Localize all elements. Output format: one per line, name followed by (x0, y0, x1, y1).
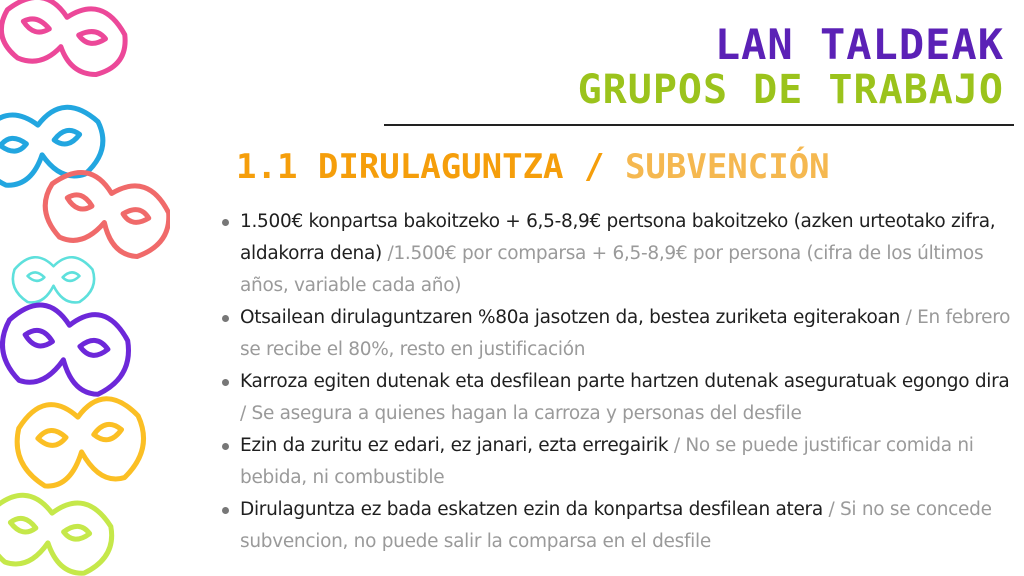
bullet-text-basque: Dirulaguntza ez bada eskatzen ezin da konpartsa desfilean atera (240, 499, 829, 520)
bullet-text-spanish: / Se asegura a quienes hagan la carroza y personas del desfile (240, 403, 802, 424)
bullet-text-spanish: /1.500€ por comparsa + 6,5-8,9€ por persona (cifra de los últimos años, variable cada año) (240, 243, 984, 296)
title-spanish: GRUPOS DE TRABAJO (577, 67, 1004, 113)
bullet-text-basque: 1.500€ konpartsa bakoitzeko + 6,5-8,9€ pertsona bakoitzeko (azken urteotako zifra, aldakorra dena) (240, 211, 996, 264)
pink-mask-icon (0, 0, 131, 80)
list-item (222, 430, 1012, 494)
list-item (222, 366, 1012, 430)
list-item (222, 494, 1012, 558)
bullet-text-spanish: / En febrero se recibe el 80%, resto en justificación (240, 307, 1011, 360)
bullet-text-spanish: / No se puede justificar comida ni bebida, ni combustible (240, 435, 974, 488)
bullet-text-basque: Ezin da zuritu ez edari, ez janari, ezta erregairik (240, 435, 674, 456)
bullet-list (222, 206, 1012, 558)
bullet-dot (222, 443, 229, 450)
bullet-dot (222, 219, 229, 226)
carnival-masks-decoration (0, 0, 170, 576)
title-basque: LAN TALDEAK (714, 20, 1004, 69)
slide-title (578, 22, 1004, 112)
bullet-dot (222, 379, 229, 386)
purple-mask-icon (0, 299, 134, 399)
section-heading-basque: 1.1 DIRULAGUNTZA (236, 147, 564, 187)
section-heading-spanish: SUBVENCIÓN (624, 147, 830, 187)
section-heading (236, 146, 830, 188)
bullet-text-basque: Karroza egiten dutenak eta desfilean parte hartzen dutenak aseguratuak egongo dira (240, 371, 1010, 392)
coral-mask-icon (38, 165, 170, 263)
bullet-dot (222, 315, 229, 322)
list-item (222, 302, 1012, 366)
cyan-mask-icon (13, 257, 94, 302)
list-item (222, 206, 1012, 302)
section-heading-separator: / (563, 147, 625, 187)
bullet-text-spanish: / Si no se concede subvencion, no puede salir la comparsa en el desfile (240, 499, 992, 552)
bullet-text-basque: Otsailean dirulaguntzaren %80a jasotzen da, bestea zuriketa egiterakoan (240, 307, 906, 328)
lime-mask-icon (0, 491, 116, 576)
orange-mask-icon (13, 395, 147, 489)
bullet-dot (222, 507, 229, 514)
title-divider (384, 124, 1014, 126)
